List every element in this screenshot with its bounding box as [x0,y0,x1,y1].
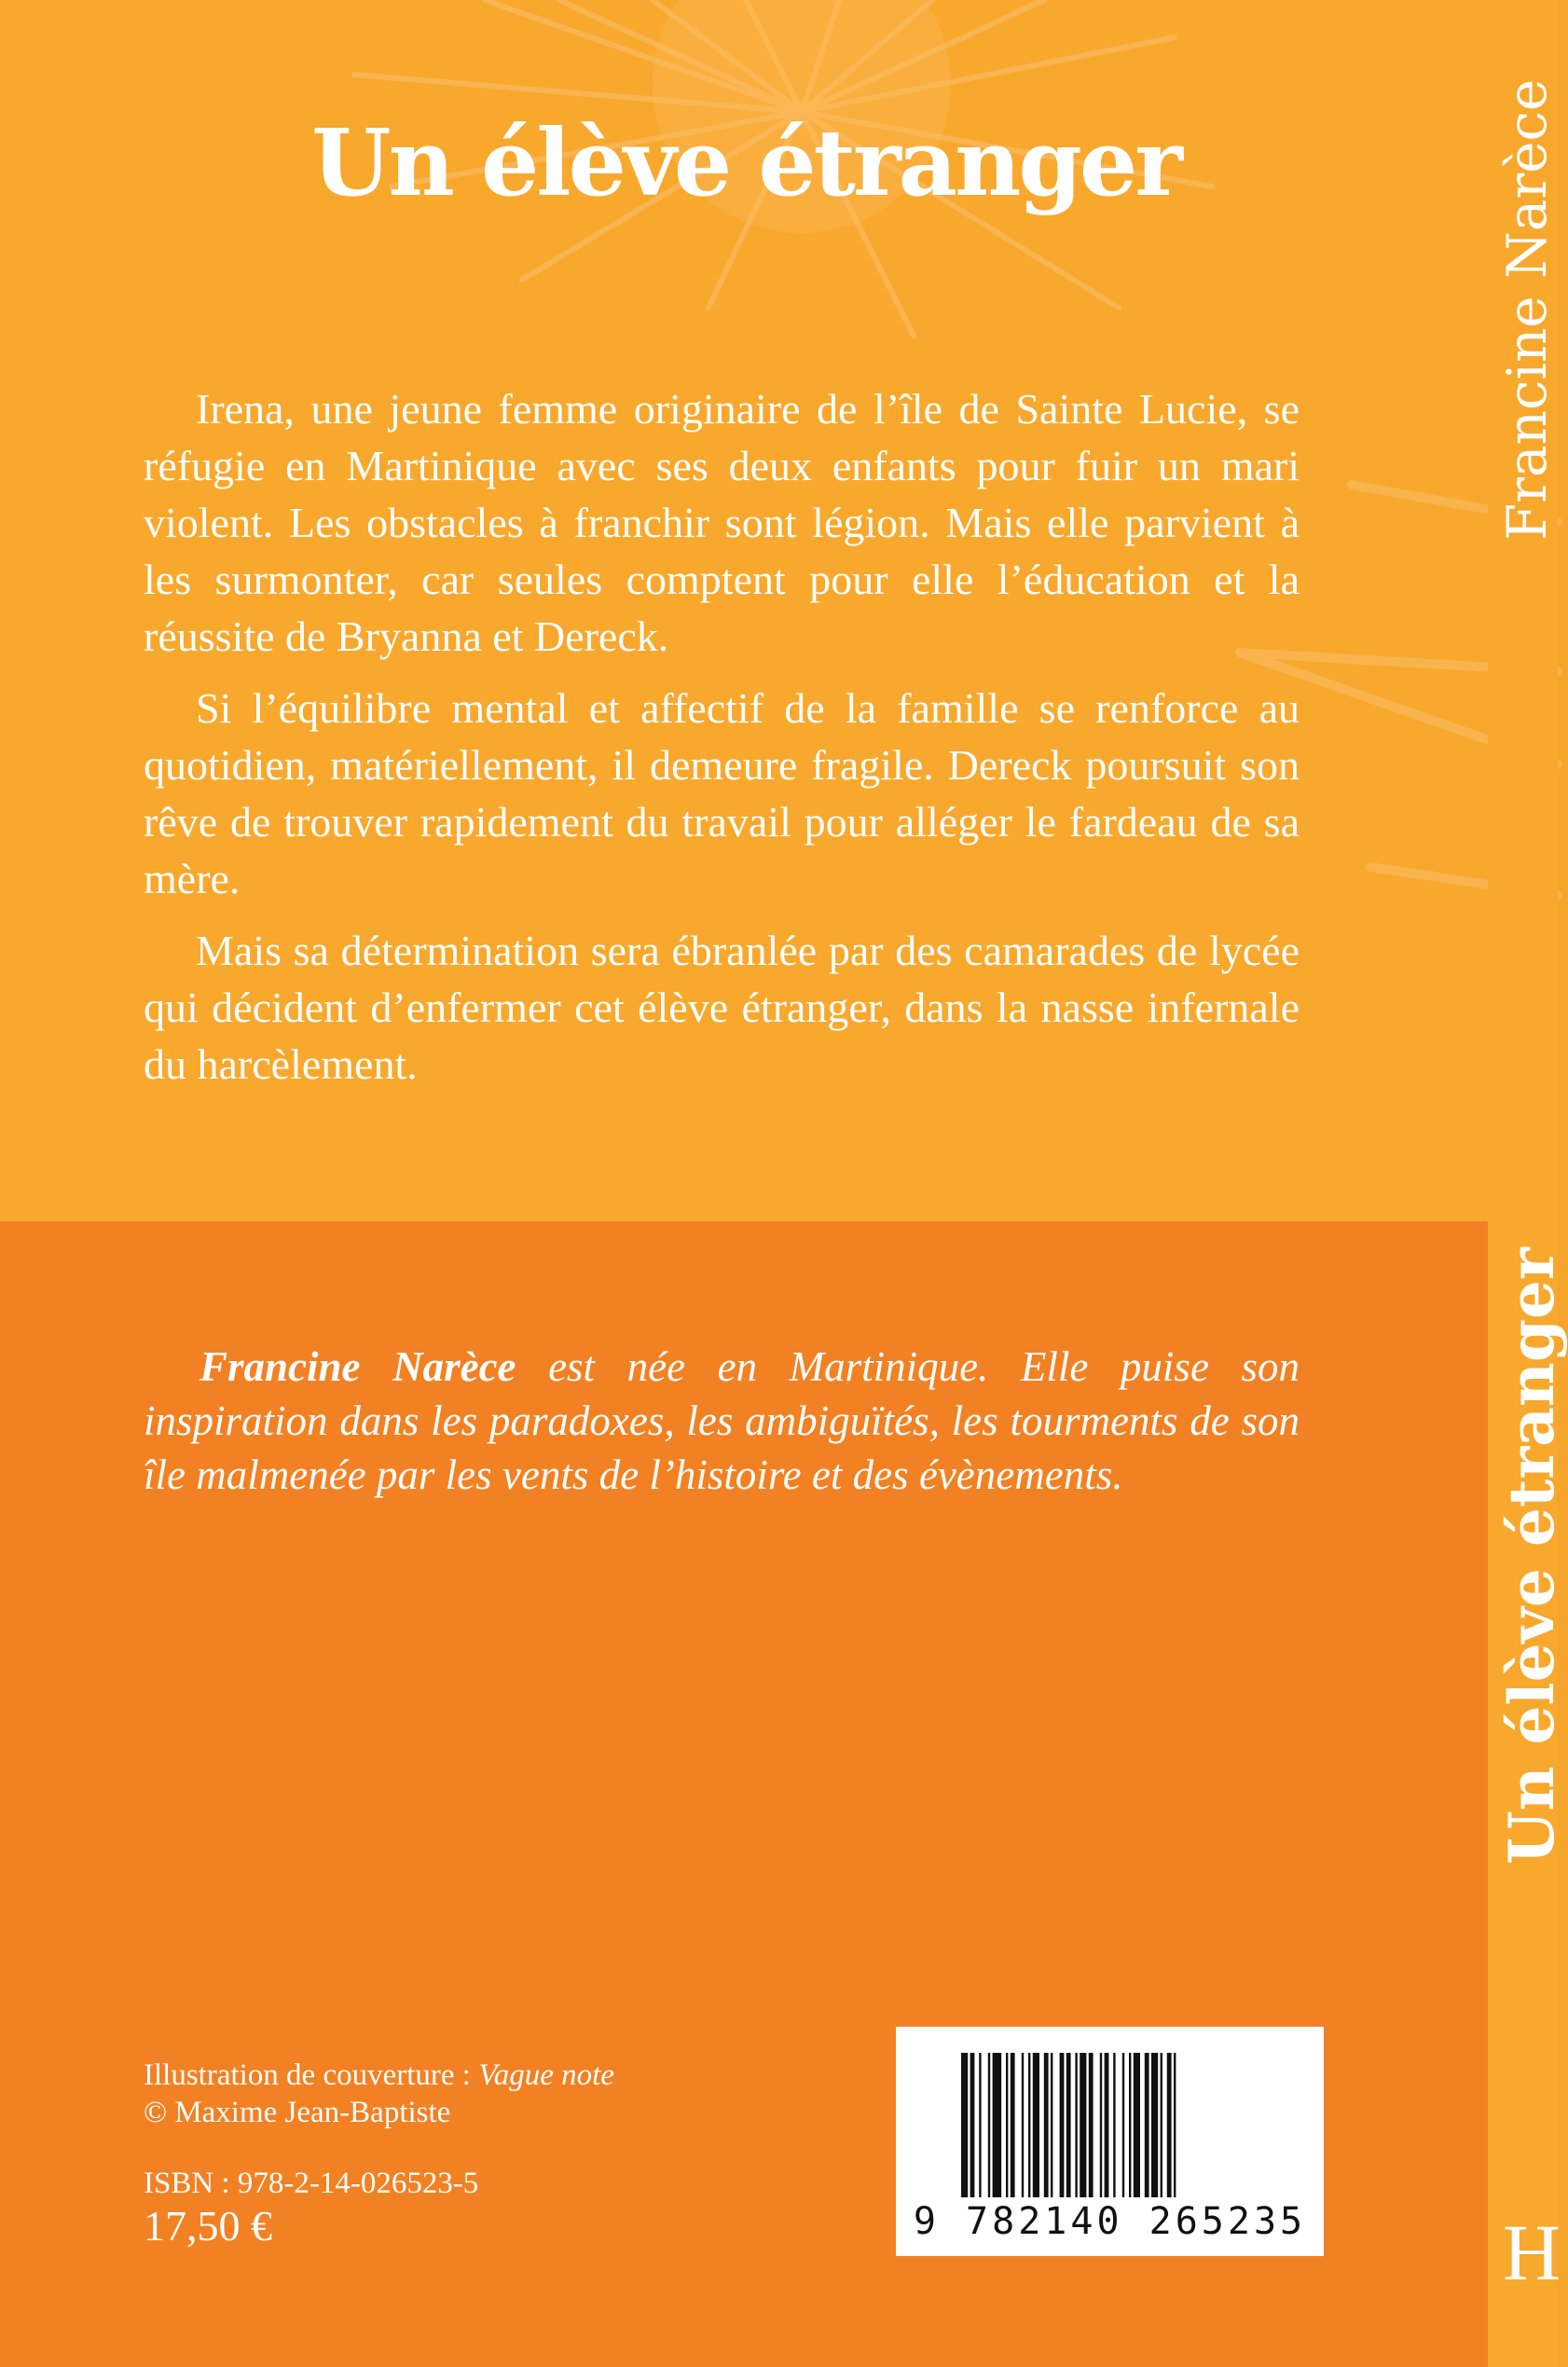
price: 17,50 € [144,2202,272,2250]
barcode-bar [1044,2053,1049,2197]
barcode-bar [961,2053,968,2197]
book-title: Un élève étranger [311,110,1180,217]
illustration-label: Illustration de couverture : [144,2058,479,2092]
barcode-bar [988,2053,990,2197]
barcode-bar [1022,2053,1024,2197]
spine-author: Francine Narèce [1495,78,1559,541]
barcode-bar [979,2053,981,2197]
barcode-bar [1066,2053,1071,2197]
barcode-bar [1113,2053,1115,2197]
bio-text: est née en Martinique. Elle puise son inspiration dans les paradoxes, les ambiguïtés, les tourments de son île malmenée par les vents de l’histoire et des évènements. [144,1343,1300,1498]
bio-author-name: Francine Narèce [199,1343,516,1390]
barcode-bar [1011,2053,1015,2197]
barcode-bar [1134,2053,1140,2197]
isbn: ISBN : 978-2-14-026523-5 [144,2167,479,2200]
barcode-bar [1174,2053,1176,2197]
barcode-bar [1051,2053,1052,2197]
synopsis-paragraph: Si l’équilibre mental et affectif de la famille se renforce au quotidien, matériellement, il demeure fragile. Dereck poursuit son rêve de trouver rapidement du travail pour alléger le fardeau de sa mère. [144,684,1300,902]
illustration-credit [144,2057,614,2094]
synopsis-paragraph: Mais sa détermination sera ébranlée par des camarades de lycée qui décident d’enfermer cet élève étranger, dans la nasse infernale du harcèlement. [144,927,1300,1088]
barcode-digits: 9 782140 265235 [913,2200,1307,2243]
barcode-bar [970,2053,975,2197]
barcode-bar [1122,2053,1124,2197]
synopsis-paragraph: Irena, une jeune femme originaire de l’île de Sainte Lucie, se réfugie en Martinique avec ses deux enfants pour fuir un mari violent. Les obstacles à franchir sont légion. Mais elle parvient à les surmonter, car seules comptent pour elle l’éducation et la réussite de Bryanna et Dereck. [144,385,1300,660]
barcode-bar [1080,2053,1086,2197]
barcode-bar [1145,2053,1149,2197]
barcode-bar [1129,2053,1131,2197]
illustration-title: Vague note [478,2058,614,2092]
barcode-bar [1006,2053,1008,2197]
spine-title: Un élève étranger [1495,1247,1568,1865]
barcode-bar [1028,2053,1030,2197]
barcode-bar [1100,2053,1102,2197]
barcode-bar [1033,2053,1039,2197]
author-bio [144,1340,1300,1502]
barcode-bar [1151,2053,1158,2197]
barcode-bar [1060,2053,1065,2197]
barcode-bar [1161,2053,1162,2197]
copyright: © Maxime Jean-Baptiste [144,2096,451,2129]
barcode-bar [1105,2053,1109,2197]
barcode-bar [1167,2053,1172,2197]
barcode-bar [993,2053,1002,2197]
barcode-bars [961,2053,1259,2197]
barcode [896,2027,1324,2256]
barcode-bar [1075,2053,1077,2197]
barcode-bar [1089,2053,1093,2197]
synopsis [144,380,1300,1108]
credits [144,2057,614,2250]
publisher-logo: H [1503,2208,1561,2297]
